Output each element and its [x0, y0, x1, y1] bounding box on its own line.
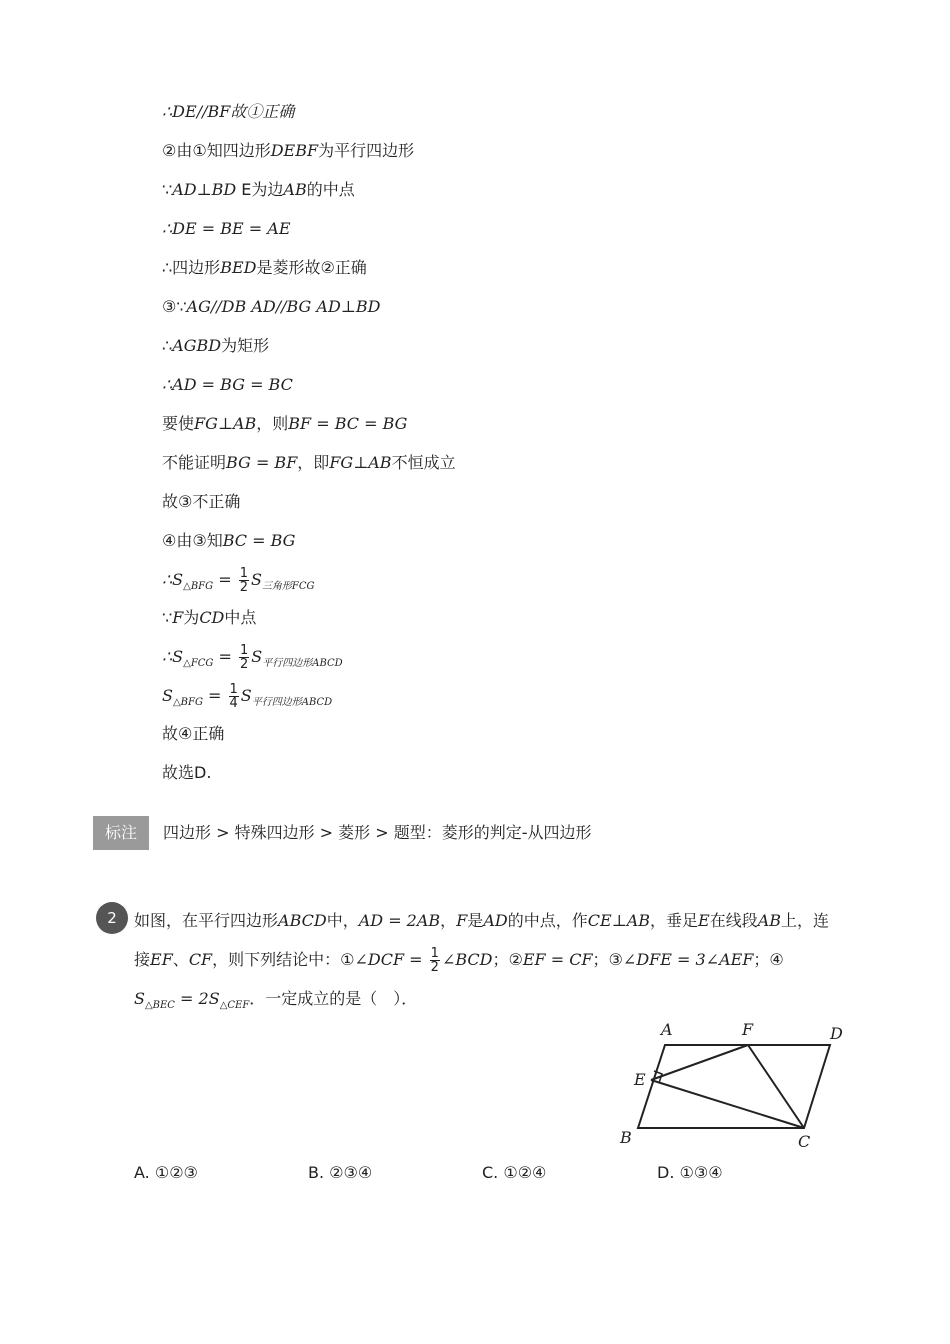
math-text: ABCD [278, 911, 327, 930]
label-c: C [798, 1132, 811, 1151]
denominator: 2 [239, 580, 248, 595]
text: ，垂足 [650, 911, 699, 930]
text: 为矩形 [221, 336, 270, 355]
text: 如图，在平行四边形 [134, 911, 279, 930]
text: 在线段 [709, 911, 758, 930]
option-letter: C. [482, 1163, 499, 1182]
math-text: BG = BF [226, 453, 298, 472]
math-text: E [698, 911, 710, 930]
option-value: ①③④ [679, 1163, 723, 1182]
text: 故选D. [162, 763, 212, 782]
math-text: S [250, 570, 262, 589]
text: 的中点 [306, 180, 355, 199]
text: ②由①知四边形 [162, 141, 271, 160]
text: ；③ [592, 950, 623, 969]
label-b: B [620, 1128, 632, 1147]
solution-line-16 [162, 678, 332, 714]
math-text: DEBF [270, 141, 319, 160]
subscript: △BFG [172, 697, 203, 708]
solution-line-9 [162, 412, 407, 436]
math-text: ∠DCF = [354, 950, 428, 969]
subscript: △CEF [219, 1000, 250, 1011]
fraction [239, 567, 249, 594]
text: 为平行四边形 [318, 141, 415, 160]
option-letter: D. [657, 1163, 675, 1182]
text: ，即 [297, 453, 330, 472]
option-value: ①②④ [503, 1163, 547, 1182]
math-text: F [172, 608, 184, 627]
math-text: F [456, 911, 468, 930]
tag-path: 四边形 > 特殊四边形 > 菱形 > 题型：菱形的判定-从四边形 [163, 823, 592, 842]
text: ∴ [162, 336, 173, 355]
numerator: 1 [239, 566, 248, 581]
math-text: BC = BG [222, 531, 296, 550]
fraction [430, 947, 440, 974]
label-e: E [634, 1070, 646, 1089]
math-text: BF = BC = BG [288, 414, 408, 433]
solution-line-2 [162, 139, 414, 163]
math-text: = [213, 570, 237, 589]
math-text: S [134, 989, 145, 1008]
math-text: AD⊥BD [172, 180, 237, 199]
text: 、 [172, 950, 189, 969]
math-text: ∠BCD [441, 950, 493, 969]
text: ；④ [753, 950, 784, 969]
subscript: 平行四边形ABCD [251, 697, 333, 708]
text: 中点 [224, 608, 257, 627]
option-a[interactable] [134, 1161, 198, 1185]
text: ④由③知 [162, 531, 223, 550]
subscript: 平行四边形ABCD [262, 658, 343, 669]
text: 要使 [162, 414, 195, 433]
math-text: AB [757, 911, 782, 930]
text: ③∵ [162, 297, 187, 316]
math-text: AB [283, 180, 307, 199]
math-text: S [162, 686, 173, 705]
text: 不能证明 [162, 453, 227, 472]
denominator: 2 [430, 960, 439, 975]
denominator: 4 [229, 696, 238, 711]
question-line-3 [134, 986, 417, 1012]
solution-line-13 [162, 562, 315, 598]
text: ∵ [162, 608, 173, 627]
math-text: AD = 2AB [358, 911, 441, 930]
solution-line-11 [162, 490, 240, 514]
math-text: BED [220, 258, 257, 277]
math-text: = 2S [174, 989, 220, 1008]
text: 故④正确 [162, 724, 225, 743]
solution-line-6 [162, 295, 380, 319]
numerator: 1 [240, 643, 249, 658]
text: 故③不正确 [162, 492, 241, 511]
subscript: △BEC [144, 1000, 175, 1011]
solution-line-14 [162, 606, 256, 630]
text: 为 [183, 608, 200, 627]
text: 上，连 [781, 911, 830, 930]
denominator: 2 [240, 657, 249, 672]
math-text: EF = CF [522, 950, 593, 969]
solution-line-1 [162, 100, 294, 124]
option-letter: B. [308, 1163, 325, 1182]
solution-line-5 [162, 256, 367, 280]
math-text: AG//DB AD//BG AD⊥BD [186, 297, 381, 316]
subscript: △BFG [183, 581, 214, 592]
text: 是 [467, 911, 484, 930]
label-f: F [742, 1020, 754, 1039]
math-text: ∴DE = BE = AE [162, 219, 291, 238]
solution-line-12 [162, 529, 295, 553]
option-value: ①②③ [154, 1163, 198, 1182]
text: 接 [134, 950, 151, 969]
tag-label: 标注 [93, 816, 149, 850]
solution-line-7 [162, 334, 269, 358]
math-text: ∴AD = BG = BC [162, 375, 293, 394]
text: ∵ [162, 180, 173, 199]
segment-fc [748, 1045, 804, 1128]
solution-line-8 [162, 373, 293, 397]
subscript: 三角形FCG [261, 581, 315, 592]
numerator: 1 [430, 946, 439, 961]
math-text: S [251, 647, 263, 666]
text: ；② [492, 950, 523, 969]
math-text: CD [199, 608, 225, 627]
option-d[interactable] [657, 1161, 723, 1185]
text: ，则 [256, 414, 289, 433]
option-letter: A. [134, 1163, 150, 1182]
text: 是菱形故②正确 [256, 258, 367, 277]
math-text: ∴DE//BF故①正确 [162, 102, 295, 121]
math-text: ∠DFE = 3∠AEF [622, 950, 754, 969]
question-line-2 [134, 942, 784, 978]
solution-line-3 [162, 178, 355, 202]
option-b[interactable] [308, 1161, 372, 1185]
segment-ef [651, 1045, 748, 1080]
solution-line-18 [162, 761, 211, 785]
solution-line-4 [162, 217, 291, 241]
option-value: ②③④ [329, 1163, 373, 1182]
parallelogram-figure [610, 1015, 860, 1155]
math-text: S [240, 686, 252, 705]
subscript: △FCG [183, 658, 214, 669]
label-a: A [661, 1020, 673, 1039]
math-text: AD [483, 911, 508, 930]
math-text: = [202, 686, 227, 705]
label-d: D [830, 1024, 843, 1043]
text: 的中点，作 [507, 911, 588, 930]
option-c[interactable] [482, 1161, 546, 1185]
math-text: ∴S [162, 647, 184, 666]
fraction [229, 683, 239, 710]
numerator: 1 [229, 682, 238, 697]
math-text: CF [188, 950, 213, 969]
solution-line-15 [162, 639, 343, 675]
text: ∴四边形 [162, 258, 221, 277]
fraction [239, 644, 249, 671]
math-text: ∴S [162, 570, 184, 589]
math-text: AGBD [172, 336, 222, 355]
segment-ec [651, 1080, 804, 1128]
text: 中， [326, 911, 359, 930]
parallelogram-abcd [638, 1045, 830, 1128]
text: 不恒成立 [391, 453, 456, 472]
question-number-badge: 2 [96, 902, 128, 934]
text: ，则下列结论中：① [212, 950, 355, 969]
question-line-1 [134, 908, 829, 934]
math-text: CE⊥AB [587, 911, 650, 930]
math-text: FG⊥AB [329, 453, 392, 472]
solution-line-10 [162, 451, 456, 475]
math-text: EF [150, 950, 173, 969]
text: ， [440, 911, 457, 930]
math-text: FG⊥AB [194, 414, 257, 433]
text: ．一定成立的是（ ）． [249, 989, 418, 1008]
text: E为边 [236, 180, 284, 199]
math-text: = [213, 647, 237, 666]
solution-line-17 [162, 722, 224, 746]
